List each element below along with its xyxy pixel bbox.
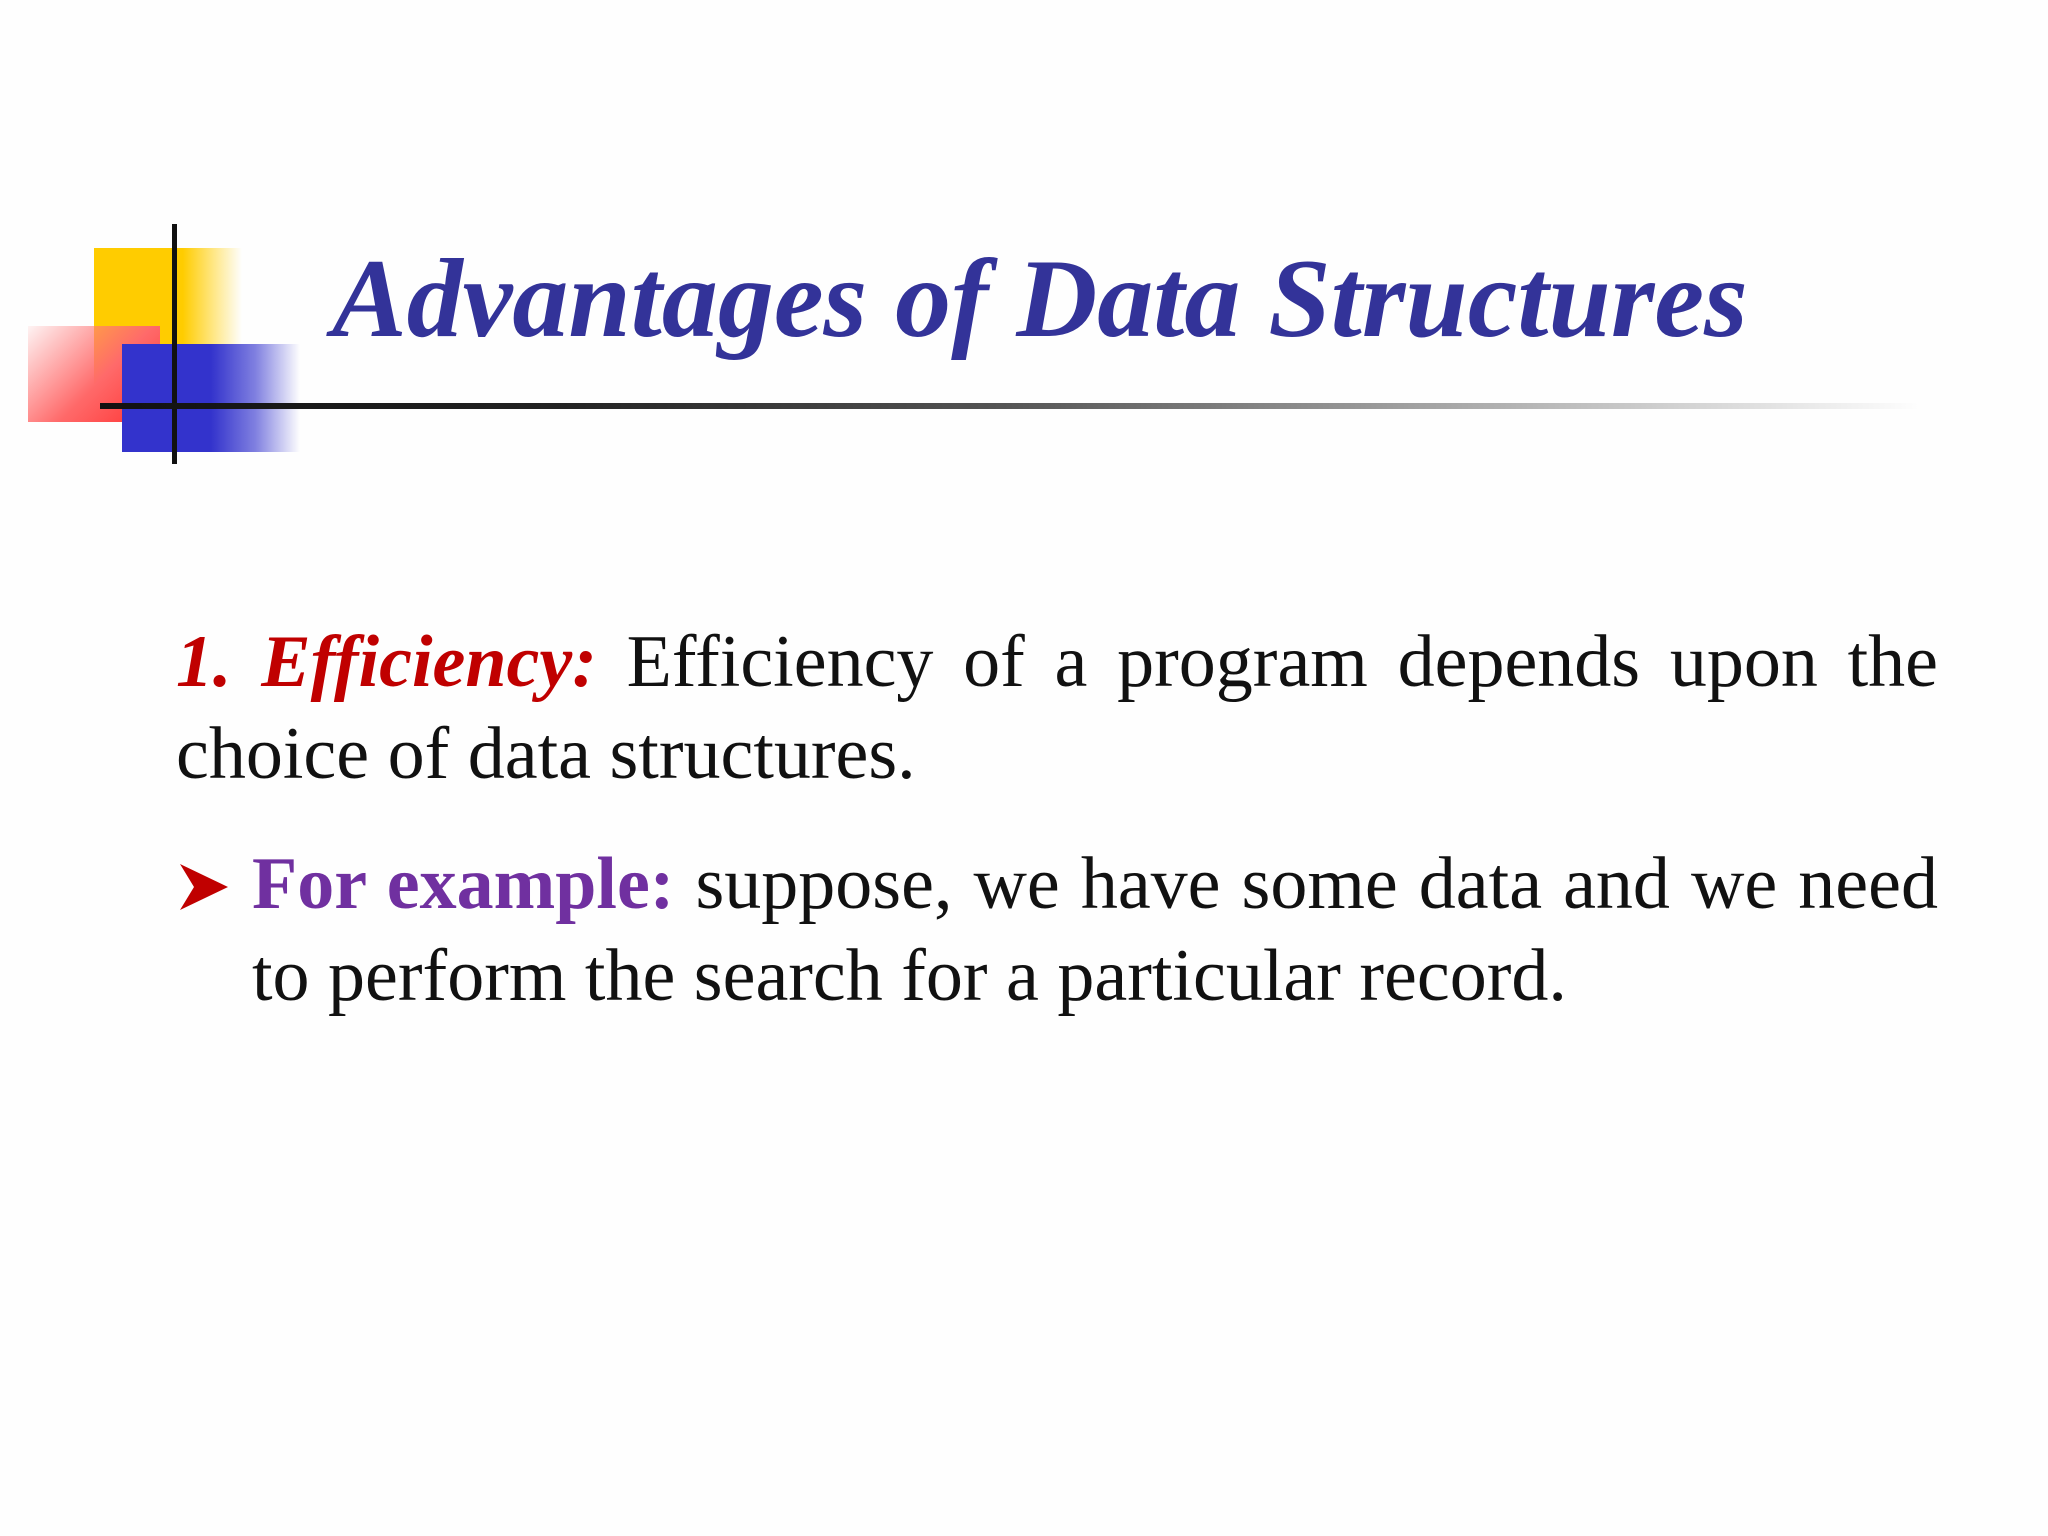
efficiency-paragraph [176, 616, 1938, 800]
example-paragraph [252, 838, 1938, 1022]
example-text: suppose, we have some data and we need to perform the search for a particular record. [252, 843, 1938, 1017]
example-label: For example: [252, 843, 675, 925]
decorative-vertical-line [172, 224, 177, 464]
slide-title: Advantages of Data Structures [332, 237, 1748, 361]
decorative-blue-square [122, 344, 300, 452]
efficiency-text: Efficiency of a program depends upon the choice of data structures. [176, 621, 1938, 795]
example-bullet [176, 838, 1938, 1022]
efficiency-label: 1. Efficiency: [176, 621, 597, 703]
title-underline [100, 403, 1920, 409]
arrow-bullet-icon [178, 862, 230, 912]
